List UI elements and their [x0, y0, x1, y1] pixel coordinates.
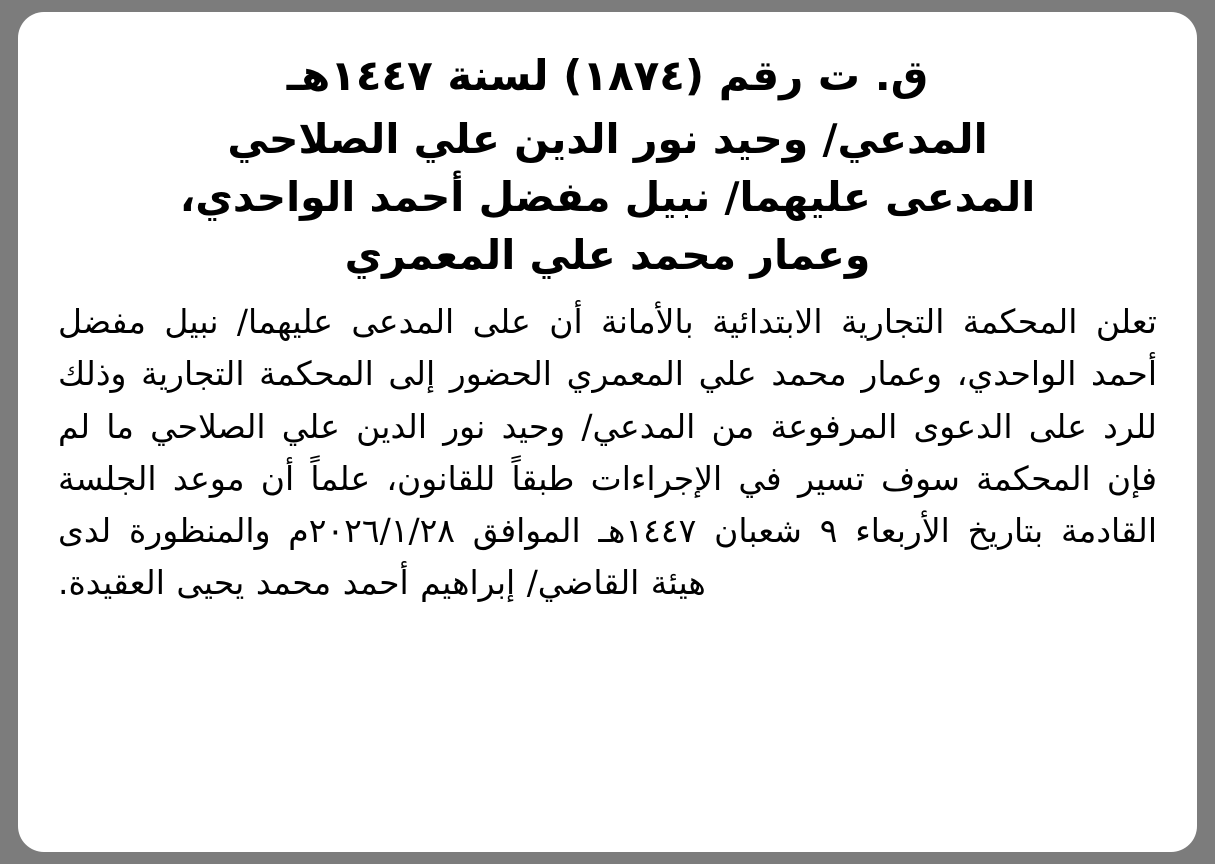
- case-number-line: ق. ت رقم (١٨٧٤) لسنة ١٤٤٧هـ: [286, 51, 929, 100]
- defendants-line-1: المدعى عليهما/ نبيل مفضل أحمد الواحدي،: [179, 172, 1036, 221]
- defendants-line-2: وعمار محمد علي المعمري: [344, 231, 871, 280]
- announcement-page: [18, 12, 1197, 852]
- announcement-heading: [58, 46, 1157, 284]
- announcement-paragraph: تعلن المحكمة التجارية الابتدائية بالأمانة أن على المدعى عليهما/ نبيل مفضل أحمد الواحدي، وعمار محمد علي المعمري الحضور إلى المحكمة التجارية وذلك للرد على الدعوى المرفوعة من المدعي/ وحيد نور الدين علي الصلاحي ما لم فإن المحكمة سوف تسير في الإجراءات طبقاً للقانون، علماً أن موعد الجلسة القادمة بتاريخ الأربعاء ٩ شعبان ١٤٤٧هـ الموافق ٢٠٢٦/١/٢٨م والمنظورة لدى هيئة القاضي/ إبراهيم أحمد محمد يحيى العقيدة.: [58, 302, 1158, 602]
- announcement-body: [58, 296, 1157, 609]
- plaintiff-line: المدعي/ وحيد نور الدين علي الصلاحي: [227, 114, 988, 163]
